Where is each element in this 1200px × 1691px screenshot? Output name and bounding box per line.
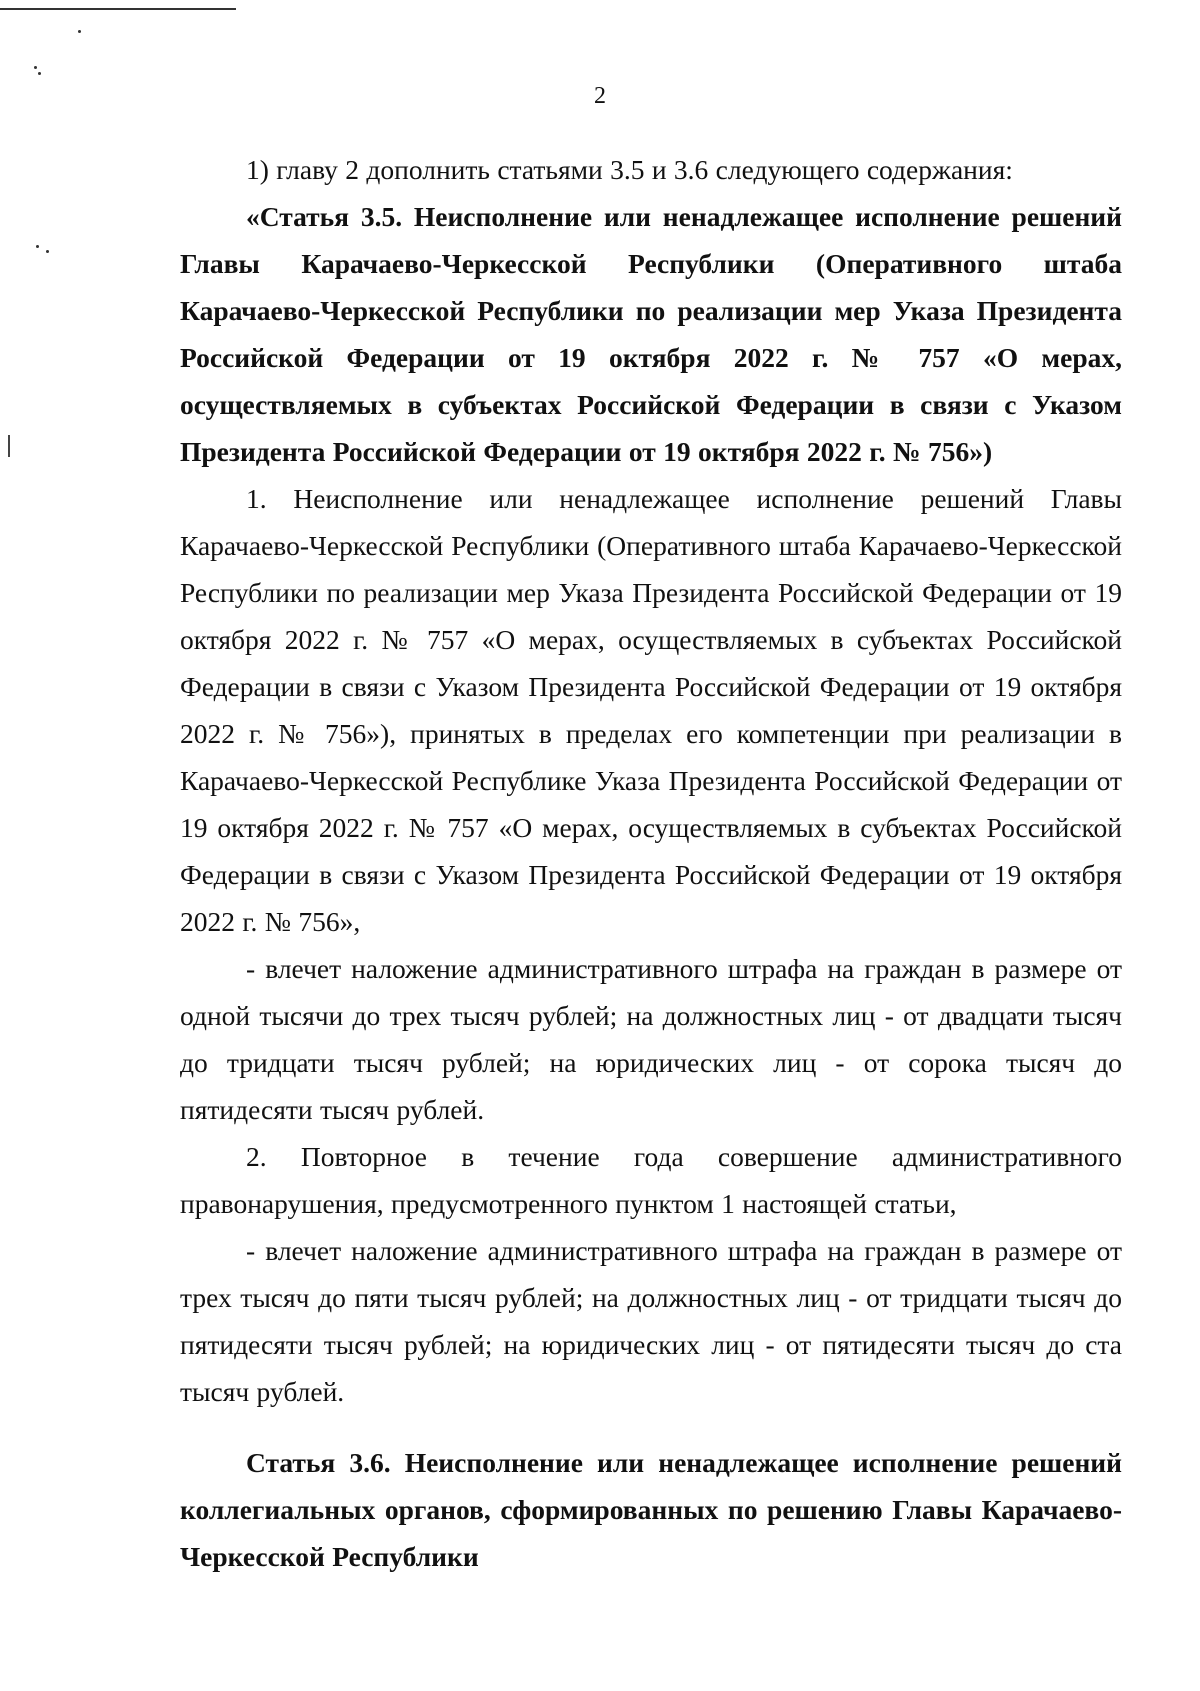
article-3-6-heading: Статья 3.6. Неисполнение или ненадлежащее исполнение решений коллегиальных органов, сформированных по решению Главы Карачаево-Черкесской Республики — [180, 1447, 1122, 1572]
scan-artifact-top-line — [0, 8, 236, 10]
article-3-5-item-1: 1. Неисполнение или ненадлежащее исполнение решений Главы Карачаево-Черкесской Республики (Оперативного штаба Карачаево-Черкесской Республики по реализации мер Указа Президента Российской Федерации от 19 октября 2022 г. № 757 «О мерах, осуществляемых в субъектах Российской Федерации в связи с Указом Президента Российской Федерации от 19 октября 2022 г. № 756»), принятых в пределах его компетенции при реализации в Карачаево-Черкесской Республике Указа Президента Российской Федерации от 19 октября 2022 г. № 757 «О мерах, осуществляемых в субъектах Российской Федерации в связи с Указом Президента Российской Федерации от 19 октября 2022 г. № 756», — [180, 483, 1122, 937]
scan-artifact-dot — [46, 250, 49, 253]
scan-artifact-dot — [36, 245, 39, 248]
page-number: 2 — [594, 83, 606, 109]
article-3-5-item-2-penalty: - влечет наложение административного штрафа на граждан в размере от трех тысяч до пяти тысяч рублей; на должностных лиц - от тридцати тысяч до пятидесяти тысяч рублей; на юридических лиц - от пятидесяти тысяч до ста тысяч рублей. — [180, 1235, 1122, 1407]
scan-artifact-dot — [34, 66, 37, 69]
scan-artifact-dot — [38, 72, 41, 75]
scan-artifact-dot — [78, 30, 81, 33]
paragraph-amendment-intro: 1) главу 2 дополнить статьями 3.5 и 3.6 следующего содержания: — [246, 154, 1013, 185]
article-3-5-heading: «Статья 3.5. Неисполнение или ненадлежащее исполнение решений Главы Карачаево-Черкесской Республики (Оперативного штаба Карачаево-Черкесской Республики по реализации мер Указа Президента Российской Федерации от 19 октября 2022 г. № 757 «О мерах, осуществляемых в субъектах Российской Федерации в связи с Указом Президента Российской Федерации от 19 октября 2022 г. № 756») — [180, 201, 1122, 467]
scan-artifact-margin-bar — [8, 435, 10, 457]
document-body — [180, 146, 1122, 1580]
article-3-5-item-1-penalty: - влечет наложение административного штрафа на граждан в размере от одной тысячи до трех тысяч рублей; на должностных лиц - от двадцати тысяч до тридцати тысяч рублей; на юридических лиц - от сорока тысяч до пятидесяти тысяч рублей. — [180, 953, 1122, 1125]
article-3-5-item-2: 2. Повторное в течение года совершение административного правонарушения, предусмотренного пунктом 1 настоящей статьи, — [180, 1141, 1122, 1219]
